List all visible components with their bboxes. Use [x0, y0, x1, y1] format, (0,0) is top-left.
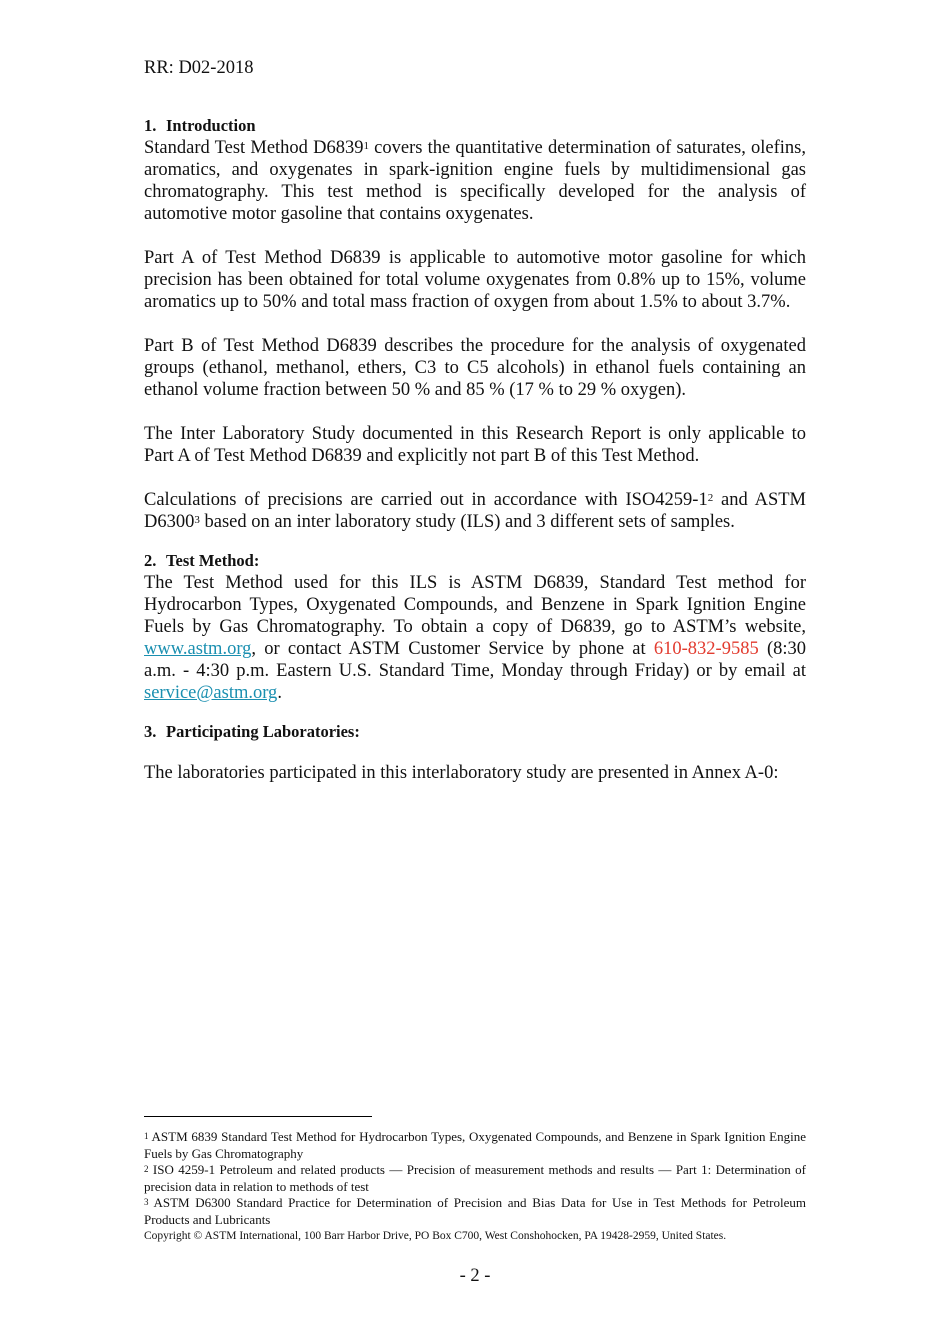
section-title: Participating Laboratories: [166, 722, 360, 741]
participating-labs-paragraph: The laboratories participated in this interlaboratory study are presented in Annex A-0: [144, 763, 779, 783]
text-run: . [277, 683, 282, 703]
copyright-notice: Copyright © ASTM International, 100 Barr Harbor Drive, PO Box C700, West Conshohocken, PA 19428-2959, United States. [144, 1230, 727, 1242]
intro-paragraph-3: Part B of Test Method D6839 describes the procedure for the analysis of oxygenated groups (ethanol, methanol, ethers, C3 to C5 alcohols) in ethanol fuels containing an ethanol volume fraction between 50 % and 85 % (17 % to 29 % oxygen). [144, 336, 806, 400]
text-run: The Test Method used for this ILS is ASTM D6839, Standard Test method for Hydrocarbon Types, Oxygenated Compounds, and Benzene in Spark Ignition Engine Fuels by Gas Chromatography. To obtain a copy of D6839, go to ASTM’s website, [144, 573, 806, 637]
footnotes [144, 1116, 806, 1244]
section-heading-introduction [144, 116, 806, 136]
section-title: Test Method: [166, 551, 260, 570]
footnote-ref[interactable]: 3 [194, 514, 200, 526]
footnote-mark: 2 [144, 1164, 149, 1174]
footnote-text: ASTM D6300 Standard Practice for Determination of Precision and Bias Data for Use in Test Methods for Petroleum Products and Lubricants [144, 1195, 806, 1227]
footnote-3 [144, 1195, 806, 1228]
footnote-ref[interactable]: 1 [363, 140, 369, 152]
footnote-1 [144, 1129, 806, 1162]
footnote-mark: 1 [144, 1131, 149, 1141]
phone-number[interactable]: 610-832-9585 [653, 639, 759, 659]
test-method-paragraph [144, 572, 806, 704]
section-heading-test-method [144, 551, 806, 571]
footnote-text: ISO 4259-1 Petroleum and related products — Precision of measurement methods and results — Part 1: Determination of precision data in relation to methods of test [144, 1162, 806, 1194]
footnote-2 [144, 1162, 806, 1195]
footnote-ref[interactable]: 2 [707, 492, 714, 504]
section-heading-participating-labs [144, 722, 806, 742]
intro-paragraph-2: Part A of Test Method D6839 is applicable to automotive motor gasoline for which precision has been obtained for total volume oxygenates from 0.8% up to 15%, volume aromatics up to 50% and total mass fraction of oxygen from about 1.5% to about 3.7%. [144, 248, 806, 312]
intro-paragraph-5 [144, 489, 806, 533]
document-body [144, 116, 806, 806]
footnote-text: ASTM 6839 Standard Test Method for Hydrocarbon Types, Oxygenated Compounds, and Benzene in Spark Ignition Engine Fuels by Gas Chromatography [144, 1129, 806, 1161]
section-number: 2. [144, 551, 157, 570]
intro-paragraph-1 [144, 137, 806, 225]
text-run: and ASTM D6300 [144, 490, 806, 532]
website-link[interactable]: www.astm.org [144, 639, 252, 659]
text-run: based on an inter laboratory study (ILS) and 3 different sets of samples. [199, 512, 735, 532]
text-run: , or contact ASTM Customer Service by phone at [251, 639, 654, 659]
email-link[interactable]: service@astm.org [144, 683, 278, 703]
intro-paragraph-4: The Inter Laboratory Study documented in this Research Report is only applicable to Part A of Test Method D6839 and explicitly not part B of this Test Method. [144, 424, 806, 466]
footnote-separator [144, 1116, 372, 1117]
section-title: Introduction [166, 116, 256, 135]
page-number: - 2 - [459, 1266, 491, 1286]
text-run: covers the quantitative determination of saturates, olefins, aromatics, and oxygenates in spark-ignition engine fuels by multidimensional gas chromatography. This test method is specifically developed for the analysis of automotive motor gasoline that contains oxygenates. [144, 138, 806, 224]
section-number: 3. [144, 722, 157, 741]
section-number: 1. [144, 116, 157, 135]
text-run: Calculations of precisions are carried out in accordance with ISO4259-1 [144, 490, 708, 510]
text-run: Standard Test Method D6839 [144, 138, 364, 158]
text-run: (8:30 a.m. - 4:30 p.m. Eastern U.S. Standard Time, Monday through Friday) or by email at [144, 639, 806, 681]
footnote-mark: 3 [144, 1197, 149, 1207]
report-id-header: RR: D02-2018 [144, 58, 254, 78]
